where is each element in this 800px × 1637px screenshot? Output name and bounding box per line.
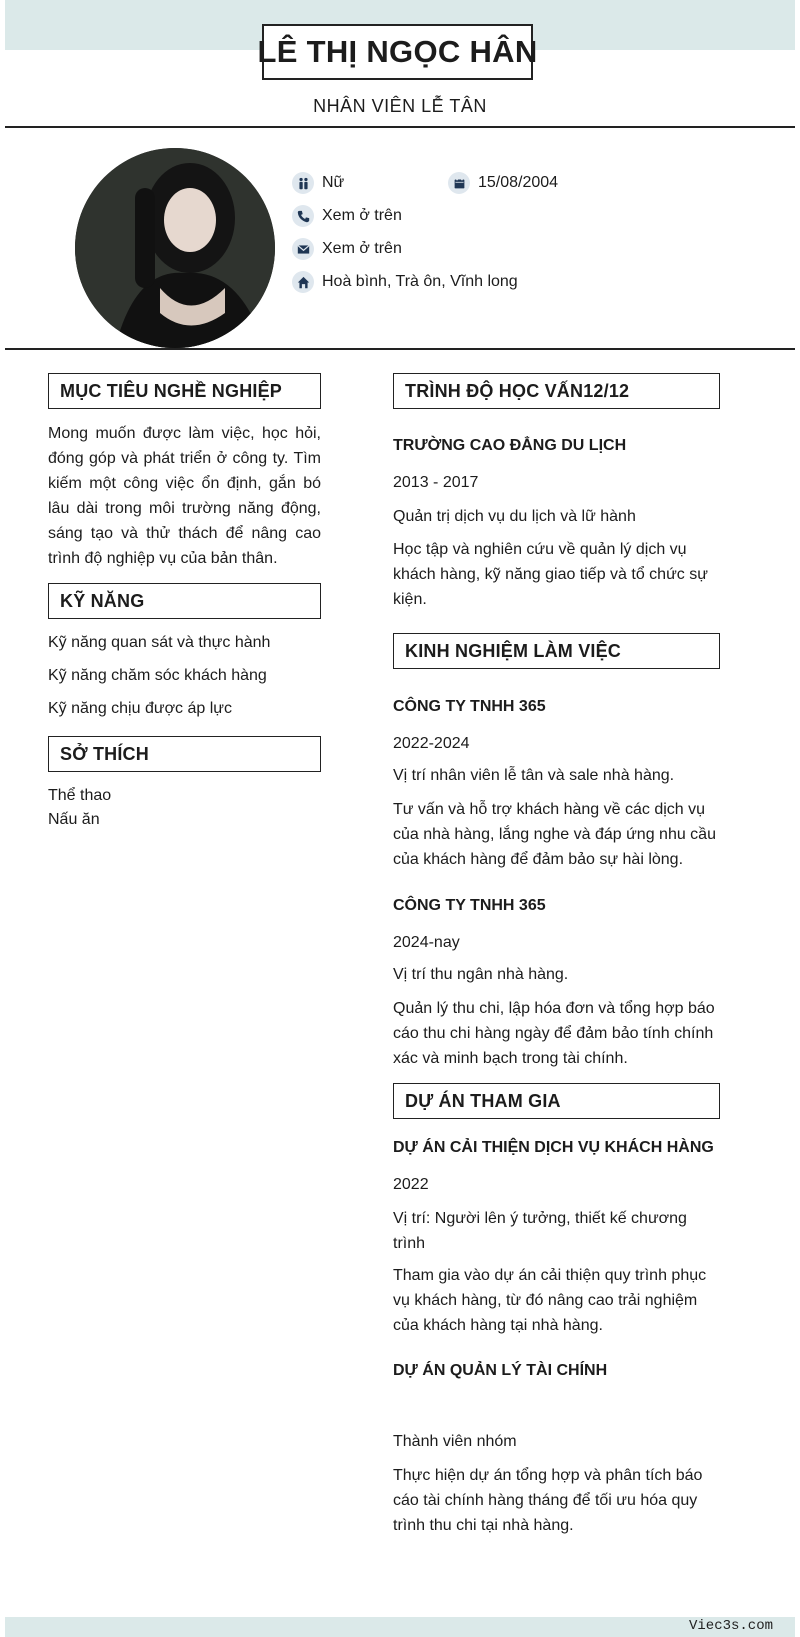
address-row: [292, 271, 518, 293]
resume-page: [5, 0, 795, 1637]
experience-role: Vị trí nhân viên lễ tân và sale nhà hàng.: [393, 767, 675, 784]
hobby-item: Thể thao: [48, 787, 112, 804]
phone-value: Xem ở trên: [322, 207, 402, 224]
school-name: TRƯỜNG CAO ĐẲNG DU LỊCH: [393, 437, 627, 454]
experience-heading: KINH NGHIỆM LÀM VIỆC: [393, 633, 720, 669]
skill-item: Kỹ năng chăm sóc khách hàng: [48, 667, 267, 684]
project-name: DỰ ÁN QUẢN LÝ TÀI CHÍNH: [393, 1362, 608, 1379]
email-row: [292, 238, 402, 260]
experience-role: Vị trí thu ngân nhà hàng.: [393, 966, 569, 983]
birthday-row: [448, 172, 558, 194]
project-desc: Thực hiện dự án tổng hợp và phân tích báo cáo tài chính hàng tháng để tối ưu hóa quy trình thu chi tại nhà hàng.: [393, 1467, 703, 1534]
birthday-value: 15/08/2004: [478, 174, 559, 191]
hobbies-heading: SỞ THÍCH: [48, 736, 321, 772]
company-name: CÔNG TY TNHH 365: [393, 698, 546, 715]
project-name: DỰ ÁN CẢI THIỆN DỊCH VỤ KHÁCH HÀNG: [393, 1139, 714, 1156]
portrait-icon: [75, 148, 275, 348]
education-major: Quản trị dịch vụ du lịch và lữ hành: [393, 508, 636, 525]
divider-middle: [5, 348, 795, 350]
gender-row: [292, 172, 344, 194]
job-title: NHÂN VIÊN LỄ TÂN: [313, 96, 487, 116]
project-period: 2022: [393, 1176, 429, 1193]
divider-top: [5, 126, 795, 128]
skills-heading: KỸ NĂNG: [48, 583, 321, 619]
footer-band: [5, 1617, 795, 1637]
education-heading: TRÌNH ĐỘ HỌC VẤN12/12: [393, 373, 720, 409]
mail-icon: [292, 238, 314, 260]
experience-period: 2024-nay: [393, 934, 460, 951]
project-role: Vị trí: Người lên ý tưởng, thiết kế chương trình: [393, 1210, 687, 1252]
experience-period: 2022-2024: [393, 735, 470, 752]
avatar: [75, 148, 275, 348]
candidate-name: LÊ THỊ NGỌC HÂN: [262, 24, 533, 80]
skill-item: Kỹ năng quan sát và thực hành: [48, 634, 271, 651]
education-desc: Học tập và nghiên cứu về quản lý dịch vụ khách hàng, kỹ năng giao tiếp và tổ chức sự kiện.: [393, 541, 708, 608]
education-period: 2013 - 2017: [393, 474, 479, 491]
project-desc: Tham gia vào dự án cải thiện quy trình phục vụ khách hàng, từ đó nâng cao trải nghiệm của khách hàng tại nhà hàng.: [393, 1267, 707, 1334]
watermark: Viec3s.com: [688, 1618, 773, 1634]
objective-heading: MỤC TIÊU NGHỀ NGHIỆP: [48, 373, 321, 409]
calendar-icon: [448, 172, 470, 194]
experience-desc: Quản lý thu chi, lập hóa đơn và tổng hợp báo cáo thu chi hàng ngày để đảm bảo tính chính xác và minh bạch trong tài chính.: [393, 1000, 715, 1067]
address-value: Hoà bình, Trà ôn, Vĩnh long: [322, 273, 518, 290]
gender-icon: [292, 172, 314, 194]
company-name: CÔNG TY TNHH 365: [393, 897, 546, 914]
email-value: Xem ở trên: [322, 240, 402, 257]
skill-item: Kỹ năng chịu được áp lực: [48, 700, 233, 717]
hobby-item: Nấu ăn: [48, 811, 100, 828]
projects-heading: DỰ ÁN THAM GIA: [393, 1083, 720, 1119]
phone-icon: [292, 205, 314, 227]
home-icon: [292, 271, 314, 293]
phone-row: [292, 205, 402, 227]
experience-desc: Tư vấn và hỗ trợ khách hàng về các dịch vụ của nhà hàng, lắng nghe và đáp ứng nhu cầu của khách hàng để đảm bảo sự hài lòng.: [393, 801, 716, 868]
objective-text: Mong muốn được làm việc, học hỏi, đóng góp và phát triển ở công ty. Tìm kiếm một công việc ổn định, gắn bó lâu dài trong môi trường năng động, sáng tạo và thử thách để nâng cao trình độ nghiệp vụ của bản thân.: [48, 425, 321, 567]
gender-value: Nữ: [322, 174, 345, 191]
project-role: Thành viên nhóm: [393, 1433, 517, 1450]
